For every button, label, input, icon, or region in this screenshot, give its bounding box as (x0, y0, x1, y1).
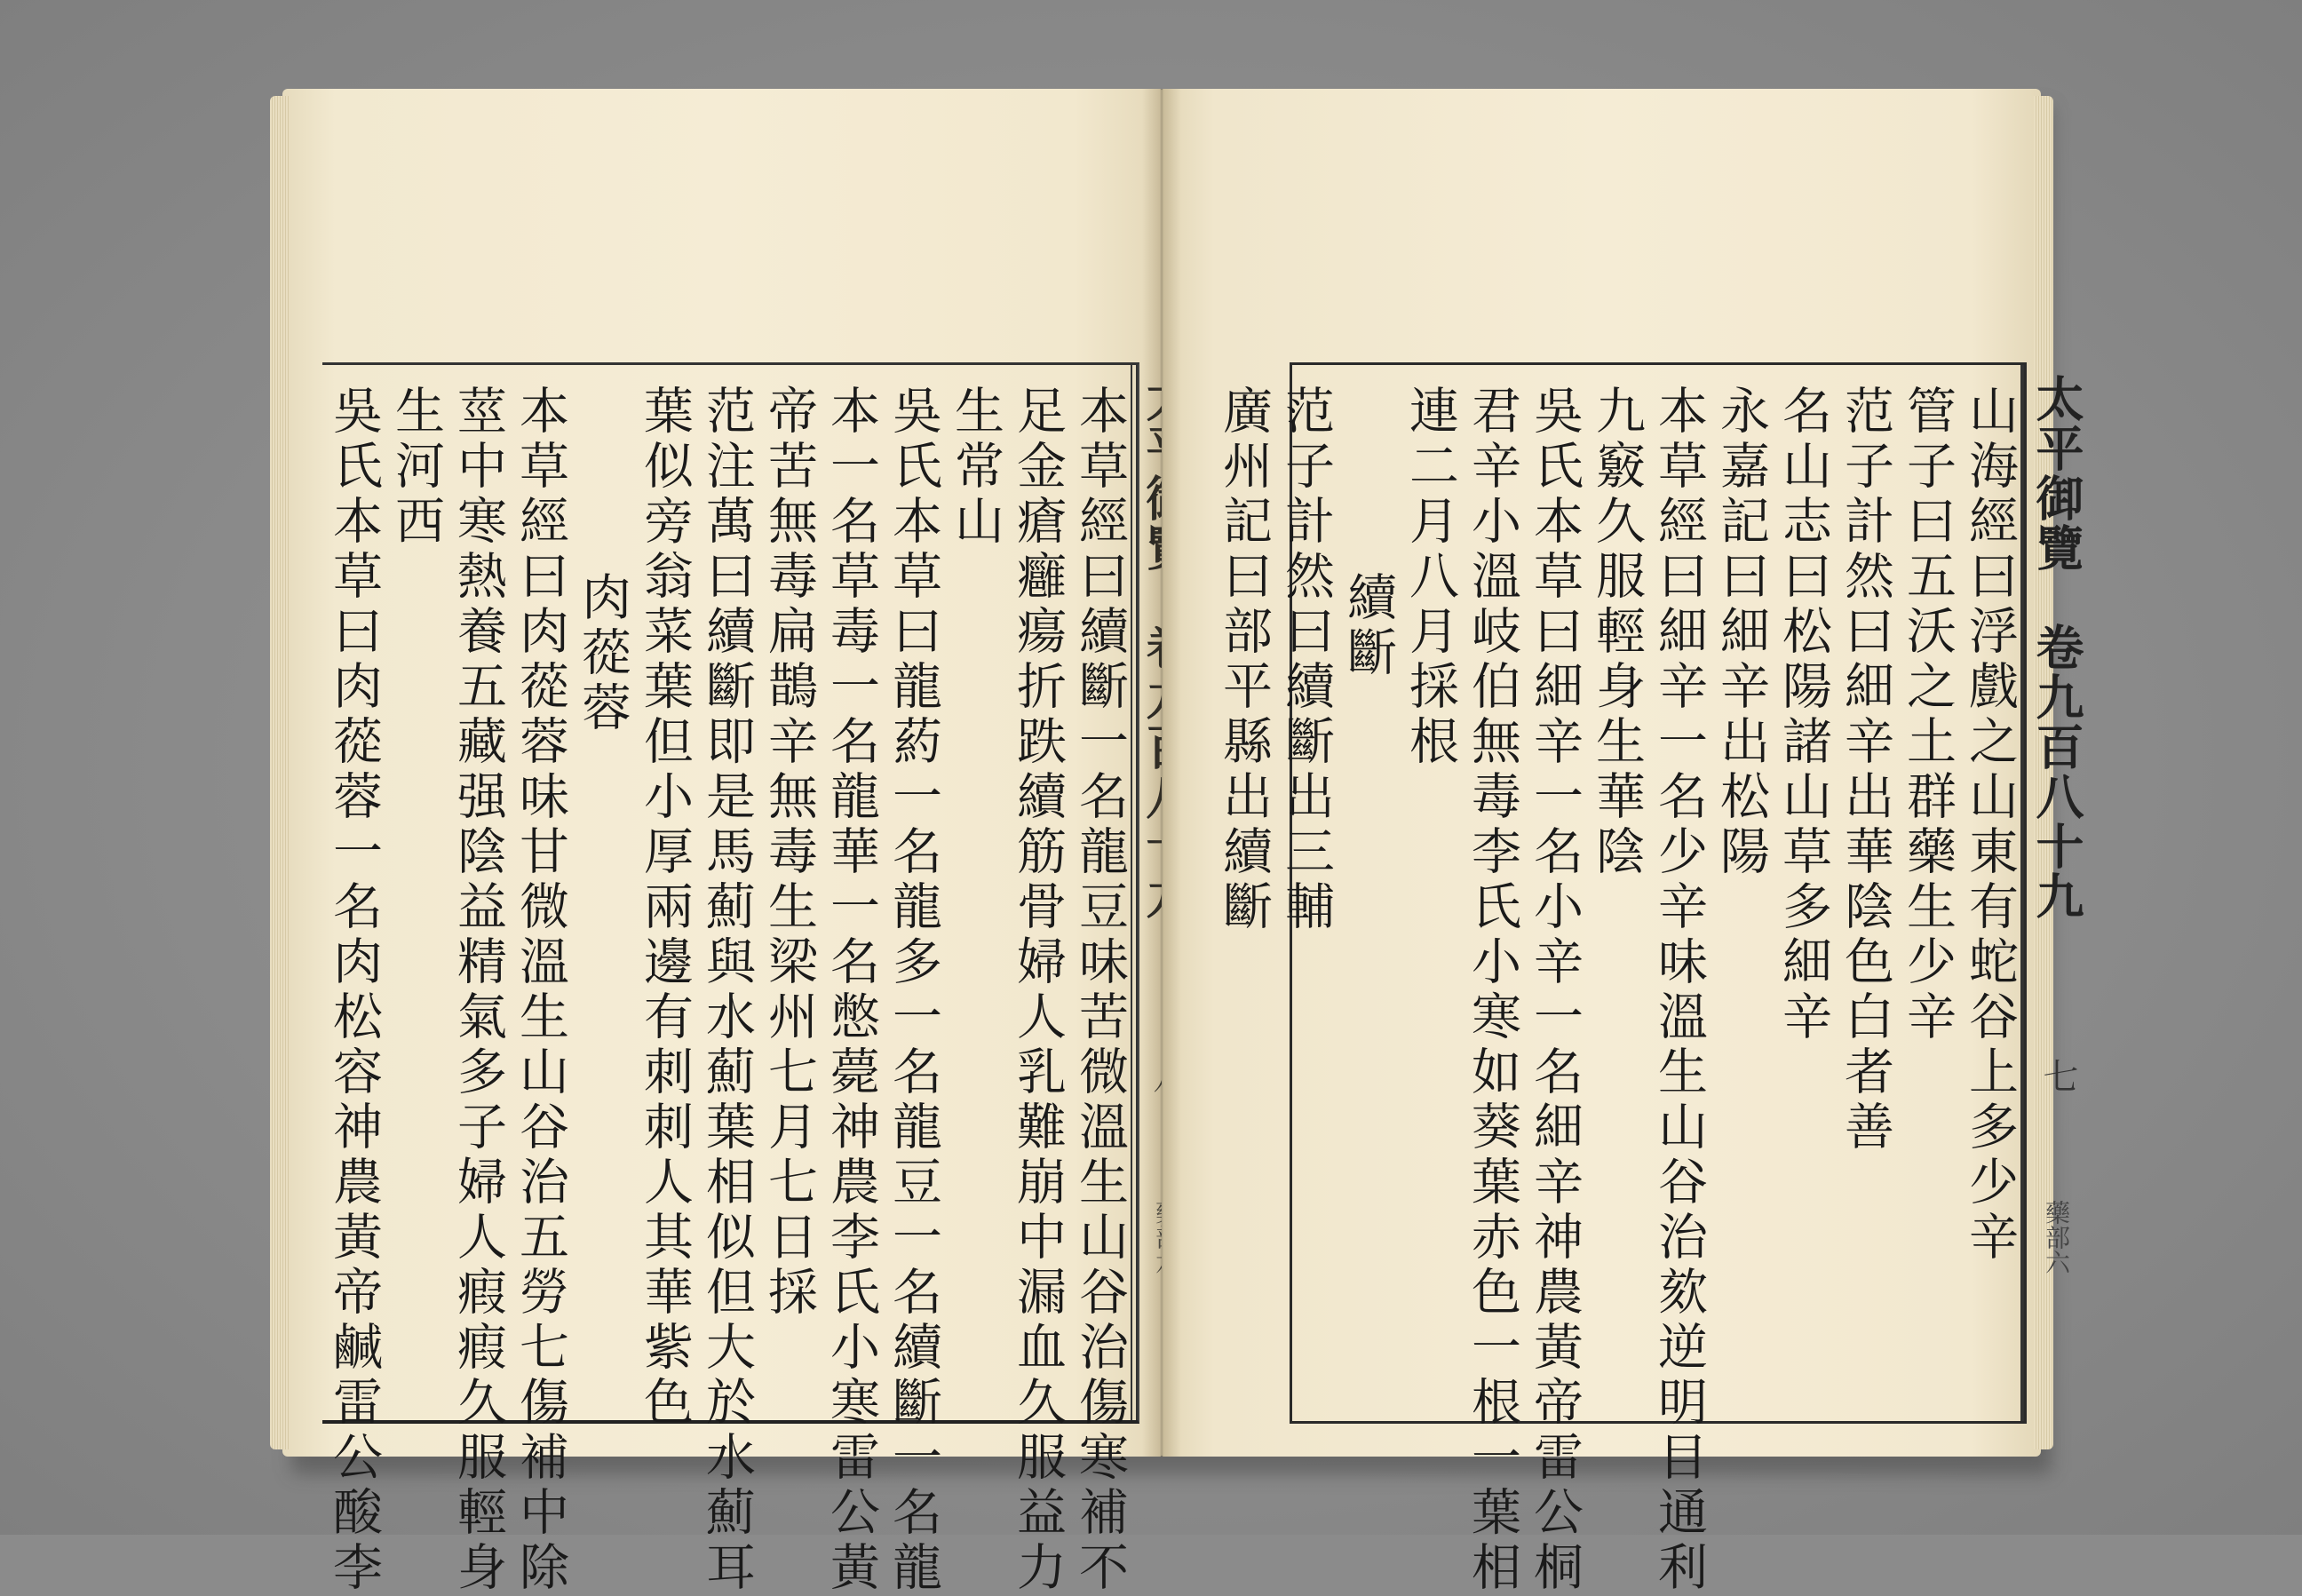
text-column: 帝苦無毒扁鵲辛無毒生梁州七月七日採 (760, 385, 818, 1321)
book-gutter (1142, 89, 1181, 1457)
text-column: 生常山 (947, 385, 1004, 550)
text-column: 君辛小溫岐伯無毒李氏小寒如葵葉赤色一根一葉相 (1464, 385, 1521, 1596)
right-text-block (1215, 362, 2085, 1596)
text-column: 吳氏本草曰龍葯一名龍多一名龍豆一名續斷一名龍 (885, 385, 942, 1596)
text-column: 范子計然曰細辛出華陰色白者善 (1837, 385, 1894, 1155)
text-column: 足金瘡癰瘍折跌續筋骨婦人乳難崩中漏血久服益力 (1009, 385, 1067, 1596)
open-book (282, 89, 2085, 1596)
text-column: 吳氏本草曰細辛一名小辛一名細辛神農黃帝雷公桐 (1526, 385, 1584, 1596)
left-text-block (322, 362, 1139, 1596)
right_page-margin-page: 七 (2037, 1058, 2078, 1093)
left_page-margin-column (1131, 365, 1138, 1420)
left-page-edge (270, 96, 290, 1449)
text-column: 管子曰五沃之土群藥生少辛 (1899, 385, 1957, 1045)
text-column: 肉蓯蓉 (574, 571, 631, 736)
right_page-margin-title: 太平御覽 卷九百八十九 (2028, 374, 2085, 921)
text-column: 廣州記曰部平縣出續斷 (1215, 385, 1273, 935)
text-column: 永嘉記曰細辛出松陽 (1712, 385, 1770, 880)
right_page-margin-sub: 藥部六 (2042, 1200, 2071, 1274)
left-columns (322, 365, 1138, 1596)
text-column: 生河西 (387, 385, 445, 550)
right_page-margin-column (2020, 365, 2085, 1421)
text-column: 葉似旁翁菜葉但小厚兩邊有刺刺人其華紫色 (636, 385, 694, 1431)
text-column: 九竅久服輕身生華陰 (1588, 385, 1646, 880)
text-column: 范注萬曰續斷即是馬薊與水薊葉相似但大於水薊耳 (698, 385, 756, 1596)
text-column: 莖中寒熱養五藏强陰益精氣多子婦人瘕瘕久服輕身 (449, 385, 507, 1596)
text-column: 本草經曰肉蓯蓉味甘微溫生山谷治五勞七傷補中除 (512, 385, 569, 1596)
text-column: 連二月八月採根 (1401, 385, 1459, 770)
text-column: 本草經曰細辛一名少辛味溫生山谷治欬逆明目通利 (1650, 385, 1708, 1596)
left-page (282, 89, 1162, 1596)
text-column: 本草經曰續斷一名龍豆味苦微溫生山谷治傷寒補不 (1071, 385, 1129, 1596)
text-column: 范子計然曰續斷出三輔 (1277, 385, 1335, 935)
text-column: 本一名草毒一名龍華一名憋薨神農李氏小寒雷公黃 (822, 385, 880, 1596)
text-column: 名山志曰松陽諸山草多細辛 (1774, 385, 1832, 1045)
text-column: 吳氏本草曰肉蓯蓉一名肉松容神農黃帝鹹雷公酸李 (325, 385, 383, 1596)
text-column: 山海經曰浮戲之山東有蛇谷上多少辛 (1961, 385, 2019, 1266)
text-column: 續斷 (1339, 571, 1397, 681)
right-columns (1215, 365, 2085, 1596)
